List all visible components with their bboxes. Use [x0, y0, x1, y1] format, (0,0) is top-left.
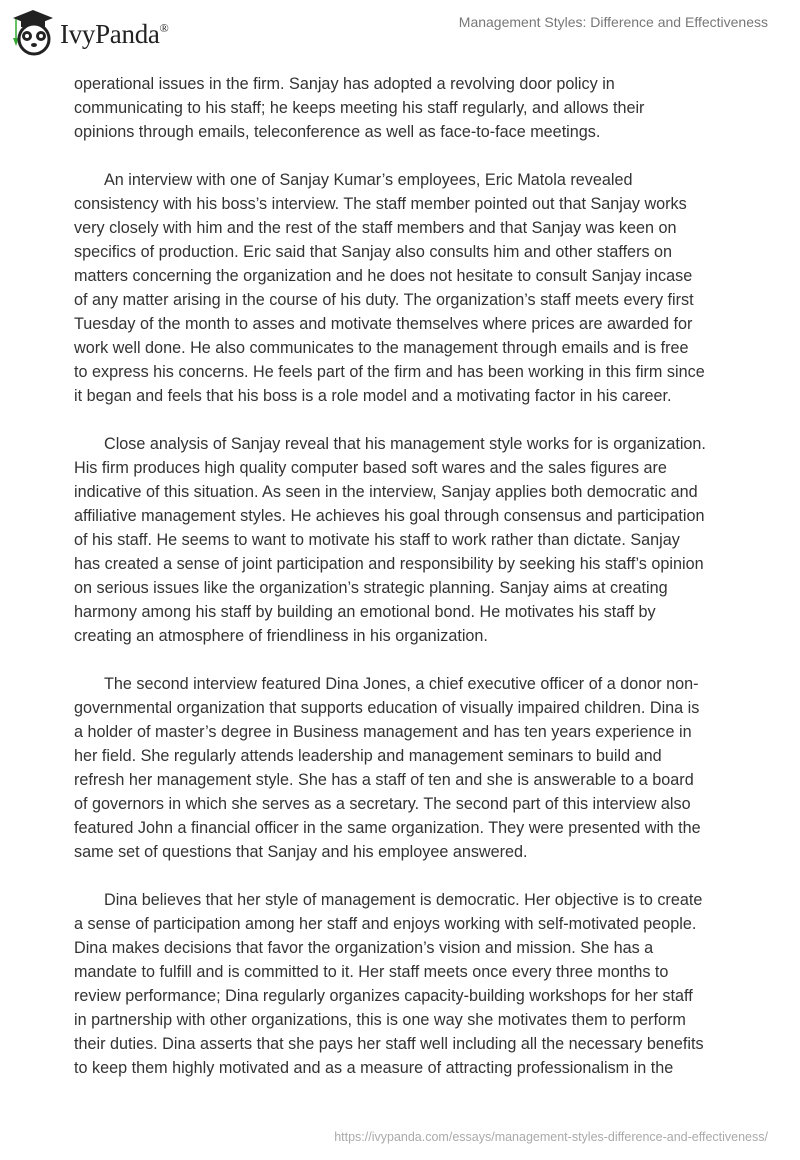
- paragraph-line: their duties. Dina asserts that she pays her staff well including all the necessary benefits: [74, 1035, 704, 1053]
- source-url[interactable]: https://ivypanda.com/essays/management-styles-difference-and-effectiveness/: [334, 1130, 768, 1144]
- paragraph-line: Dina makes decisions that favor the organization’s vision and mission. She has a: [74, 939, 654, 957]
- paragraph-line: His firm produces high quality computer based soft wares and the sales figures are: [74, 459, 667, 477]
- paragraph-line: opinions through emails, teleconference as well as face-to-face meetings.: [74, 123, 601, 141]
- paragraph-line: Dina believes that her style of management is democratic. Her objective is to create: [104, 891, 703, 909]
- paragraph-line: review performance; Dina regularly organizes capacity-building workshops for her staff: [74, 987, 693, 1005]
- paragraph-line: An interview with one of Sanjay Kumar’s employees, Eric Matola revealed: [104, 171, 633, 189]
- paragraph-line: to keep them highly motivated and as a measure of attracting professionalism in the: [74, 1059, 674, 1077]
- paragraph-line: of any matter arising in the course of his duty. The organization’s staff meets every first: [74, 291, 694, 309]
- paragraph-line: to express his concerns. He feels part of the firm and has been working in this firm since: [74, 363, 705, 381]
- essay-paragraph: [74, 72, 734, 144]
- paragraph-line: mandate to fulfill and is committed to it. Her staff meets once every three months to: [74, 963, 669, 981]
- paragraph-line: operational issues in the firm. Sanjay has adopted a revolving door policy in: [74, 75, 615, 93]
- essay-paragraph: [74, 672, 734, 864]
- paragraph-line: Tuesday of the month to asses and motivate themselves where prices are awarded for: [74, 315, 693, 333]
- paragraph-line: communicating to his staff; he keeps meeting his staff regularly, and allows their: [74, 99, 645, 117]
- paragraph-line: it began and feels that his boss is a role model and a motivating factor in his career.: [74, 387, 672, 405]
- paragraph-line: matters concerning the organization and he does not hesitate to consult Sanjay incase: [74, 267, 693, 285]
- paragraph-line: her field. She regularly attends leadership and management seminars to build and: [74, 747, 662, 765]
- brand-name: IvyPanda®: [60, 18, 169, 49]
- paragraph-line: of his staff. He seems to want to motivate his staff to work rather than dictate. Sanjay: [74, 531, 680, 549]
- essay-paragraph: [74, 432, 734, 648]
- paragraph-line: a sense of participation among her staff and enjoys working with self-motivated people.: [74, 915, 697, 933]
- paragraph-line: The second interview featured Dina Jones, a chief executive officer of a donor non-: [104, 675, 699, 693]
- paragraph-line: featured John a financial officer in the same organization. They were presented with the: [74, 819, 701, 837]
- paragraph-line: has created a sense of joint participation and responsibility by seeking his staff’s opinion: [74, 555, 704, 573]
- essay-body: [74, 72, 734, 1104]
- panda-graduate-icon: [12, 8, 54, 56]
- paragraph-line: consistency with his boss’s interview. The staff member pointed out that Sanjay works: [74, 195, 687, 213]
- paragraph-line: same set of questions that Sanjay and his employee answered.: [74, 843, 528, 861]
- paragraph-line: a holder of master’s degree in Business management and has ten years experience in: [74, 723, 692, 741]
- document-title: Management Styles: Difference and Effectiveness: [458, 14, 768, 30]
- paragraph-line: indicative of this situation. As seen in the interview, Sanjay applies both democratic and: [74, 483, 698, 501]
- paragraph-line: work well done. He also communicates to the management through emails and is free: [74, 339, 689, 357]
- paragraph-line: specifics of production. Eric said that Sanjay also consults him and other staffers on: [74, 243, 673, 261]
- paragraph-line: governmental organization that supports education of visually impaired children. Dina is: [74, 699, 700, 717]
- ivypanda-logo[interactable]: [12, 8, 168, 56]
- essay-paragraph: [74, 888, 734, 1080]
- paragraph-line: in partnership with other organizations, this is one way she motivates them to perform: [74, 1011, 686, 1029]
- paragraph-line: Close analysis of Sanjay reveal that his management style works for is organization.: [104, 435, 706, 453]
- essay-paragraph: [74, 168, 734, 408]
- paragraph-line: harmony among his staff by building an emotional bond. He motivates his staff by: [74, 603, 656, 621]
- paragraph-line: creating an atmosphere of friendliness in his organization.: [74, 627, 488, 645]
- paragraph-line: refresh her management style. She has a staff of ten and she is answerable to a board: [74, 771, 694, 789]
- paragraph-line: of governors in which she serves as a secretary. The second part of this interview also: [74, 795, 691, 813]
- paragraph-line: on serious issues like the organization’s strategic planning. Sanjay aims at creating: [74, 579, 668, 597]
- paragraph-line: affiliative management styles. He achieves his goal through consensus and participation: [74, 507, 705, 525]
- paragraph-line: very closely with him and the rest of the staff members and that Sanjay was keen on: [74, 219, 677, 237]
